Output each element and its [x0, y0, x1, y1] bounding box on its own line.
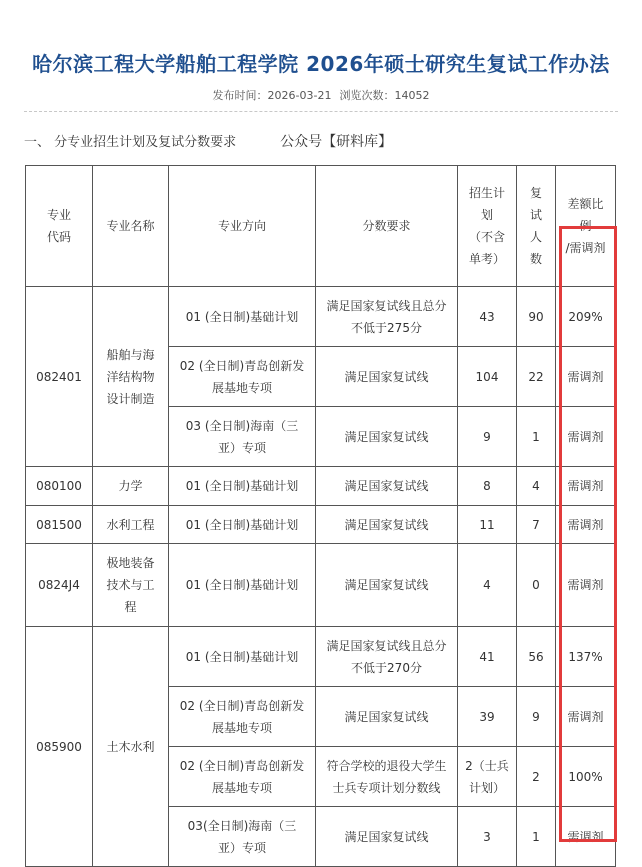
retest-cell: 56 — [517, 627, 556, 687]
major-code: 0824J4 — [26, 544, 93, 627]
ratio-cell: 需调剂 — [556, 807, 616, 867]
score-cell: 满足国家复试线且总分 不低于270分 — [316, 627, 458, 687]
retest-cell: 1 — [517, 807, 556, 867]
ratio-cell: 137% — [556, 627, 616, 687]
account-label: 公众号【研料库】 — [280, 134, 393, 150]
header-direction: 专业方向 — [169, 166, 316, 287]
major-code: 081500 — [26, 506, 93, 544]
score-cell: 满足国家复试线 — [316, 407, 458, 467]
header-name: 专业名称 — [93, 166, 169, 287]
table-row — [26, 287, 616, 347]
header-code: 专业 代码 — [26, 166, 93, 287]
retest-cell: 0 — [517, 544, 556, 627]
major-code: 082401 — [26, 287, 93, 467]
ratio-cell: 209% — [556, 287, 616, 347]
plan-cell: 4 — [458, 544, 517, 627]
direction-cell: 02 (全日制)青岛创新发 展基地专项 — [169, 687, 316, 747]
score-cell: 满足国家复试线且总分 不低于275分 — [316, 287, 458, 347]
retest-cell: 22 — [517, 347, 556, 407]
ratio-cell: 需调剂 — [556, 347, 616, 407]
views-count: 14052 — [394, 89, 430, 102]
major-name: 土木水利 — [93, 627, 169, 867]
header-ratio: 差额比 例 /需调剂 — [556, 166, 616, 287]
plan-cell: 11 — [458, 506, 517, 544]
score-cell: 满足国家复试线 — [316, 347, 458, 407]
direction-cell: 01 (全日制)基础计划 — [169, 627, 316, 687]
table-row — [26, 467, 616, 506]
table-row — [26, 544, 616, 627]
header-score: 分数要求 — [316, 166, 458, 287]
table-row — [26, 627, 616, 687]
header-retest: 复 试 人 数 — [517, 166, 556, 287]
plan-cell: 39 — [458, 687, 517, 747]
views-label: 浏览次数： — [339, 89, 395, 102]
score-cell: 满足国家复试线 — [316, 544, 458, 627]
article-title: 哈尔滨工程大学船舶工程学院 2026年硕士研究生复试工作办法 — [32, 52, 610, 76]
plan-cell: 8 — [458, 467, 517, 506]
dashed-divider — [24, 111, 618, 112]
retest-cell: 90 — [517, 287, 556, 347]
retest-cell: 7 — [517, 506, 556, 544]
major-name: 极地装备 技术与工 程 — [93, 544, 169, 627]
direction-cell: 03(全日制)海南（三 亚）专项 — [169, 807, 316, 867]
score-cell: 满足国家复试线 — [316, 467, 458, 506]
plan-cell: 104 — [458, 347, 517, 407]
ratio-cell: 需调剂 — [556, 467, 616, 506]
table-row — [26, 506, 616, 544]
plan-cell: 2（士兵计划） — [458, 747, 517, 807]
retest-cell: 2 — [517, 747, 556, 807]
major-code: 085900 — [26, 627, 93, 867]
direction-cell: 01 (全日制)基础计划 — [169, 467, 316, 506]
retest-cell: 1 — [517, 407, 556, 467]
retest-cell: 4 — [517, 467, 556, 506]
direction-cell: 03 (全日制)海南（三 亚）专项 — [169, 407, 316, 467]
ratio-cell: 100% — [556, 747, 616, 807]
plan-cell: 43 — [458, 287, 517, 347]
header-plan: 招生计 划 （不含 单考） — [458, 166, 517, 287]
score-cell: 满足国家复试线 — [316, 506, 458, 544]
ratio-cell: 需调剂 — [556, 687, 616, 747]
major-name: 水利工程 — [93, 506, 169, 544]
article-meta — [0, 87, 642, 103]
major-code: 080100 — [26, 467, 93, 506]
section-heading: 一、 分专业招生计划及复试分数要求 — [24, 135, 237, 150]
direction-cell: 02 (全日制)青岛创新发 展基地专项 — [169, 747, 316, 807]
direction-cell: 01 (全日制)基础计划 — [169, 506, 316, 544]
publish-label: 发布时间： — [212, 89, 268, 102]
score-cell: 满足国家复试线 — [316, 807, 458, 867]
plan-cell: 41 — [458, 627, 517, 687]
ratio-cell: 需调剂 — [556, 506, 616, 544]
retest-cell: 9 — [517, 687, 556, 747]
major-name: 力学 — [93, 467, 169, 506]
major-name: 船舶与海 洋结构物 设计制造 — [93, 287, 169, 467]
ratio-cell: 需调剂 — [556, 544, 616, 627]
publish-date: 2026-03-21 — [267, 89, 332, 102]
section-heading-row — [24, 131, 392, 151]
admission-plan-table — [25, 165, 616, 867]
table-header-row — [26, 166, 616, 287]
score-cell: 符合学校的退役大学生 士兵专项计划分数线 — [316, 747, 458, 807]
ratio-cell: 需调剂 — [556, 407, 616, 467]
direction-cell: 01 (全日制)基础计划 — [169, 544, 316, 627]
direction-cell: 02 (全日制)青岛创新发 展基地专项 — [169, 347, 316, 407]
direction-cell: 01 (全日制)基础计划 — [169, 287, 316, 347]
score-cell: 满足国家复试线 — [316, 687, 458, 747]
plan-cell: 9 — [458, 407, 517, 467]
plan-cell: 3 — [458, 807, 517, 867]
